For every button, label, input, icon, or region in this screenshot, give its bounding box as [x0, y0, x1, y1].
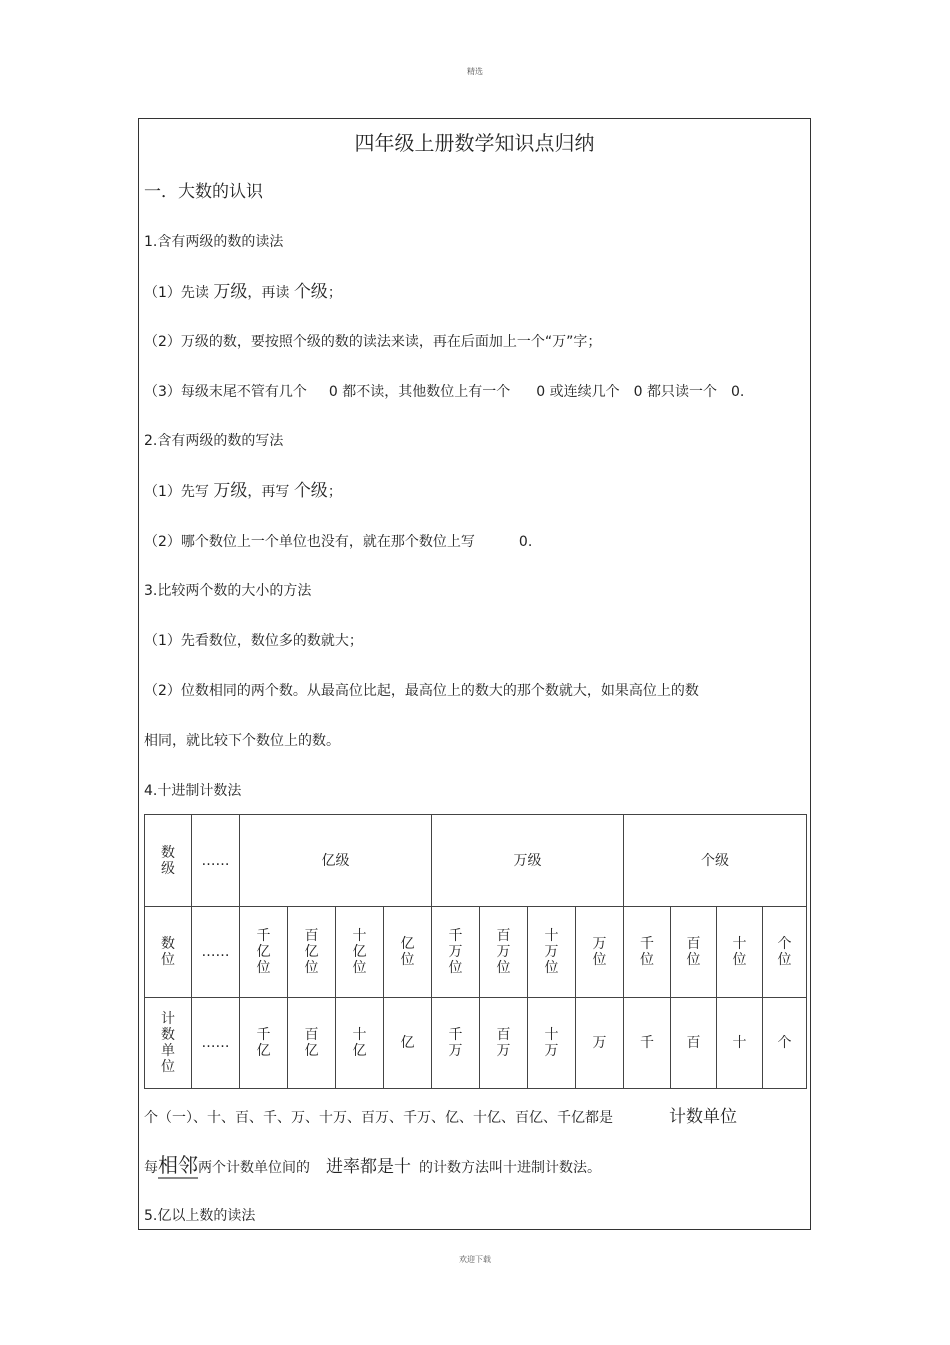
keyword-rate-ten: 进率都是十 [326, 1157, 411, 1177]
s3-item-2-cont: 相同，就比较下个数位上的数。 [144, 733, 340, 749]
subheading-4: 4.十进制计数法 [144, 783, 242, 799]
s3-item-1: （1）先看数位，数位多的数就大； [144, 633, 363, 649]
keyword-wanji: 万级 [213, 282, 248, 302]
place-cell: 十万位 [528, 907, 576, 998]
level-yi: 亿级 [240, 815, 432, 907]
place-cell: 亿位 [384, 907, 432, 998]
page-footer: 欢迎下载 [459, 1255, 491, 1264]
place-cell: 十位 [717, 907, 763, 998]
text: ，再写 [247, 484, 294, 500]
ellipsis-cell: …… [192, 907, 240, 998]
text: ； [327, 484, 342, 500]
unit-cell: 千亿 [240, 998, 288, 1089]
text: （2）哪个数位上一个单位也没有，就在那个数位上写 [144, 534, 475, 550]
s2-item-1 [144, 482, 342, 501]
unit-cell: 万 [576, 998, 624, 1089]
row-label: 数位 [145, 907, 192, 998]
keyword-adjacent: 相邻 [158, 1153, 198, 1177]
place-cell: 千万位 [432, 907, 480, 998]
text: 0 都不读，其他数位上有一个 [328, 384, 511, 400]
keyword-wanji: 万级 [213, 481, 248, 501]
text: 的计数方法叫十进制计数法。 [419, 1160, 601, 1176]
text: ； [327, 285, 342, 301]
text: 0 或连续几个 [536, 384, 620, 400]
place-cell: 百亿位 [288, 907, 336, 998]
subheading-1: 1.含有两级的数的读法 [144, 234, 284, 250]
s3-item-2: （2）位数相同的两个数。从最高位比起，最高位上的数大的那个数就大，如果高位上的数 [144, 683, 699, 699]
s1-item-1 [144, 283, 342, 302]
table-row-levels [145, 815, 807, 907]
page-title: 四年级上册数学知识点归纳 [354, 131, 595, 155]
subheading-3: 3.比较两个数的大小的方法 [144, 583, 312, 599]
place-cell: 百万位 [480, 907, 528, 998]
level-ge: 个级 [624, 815, 807, 907]
row-label: 计数单位 [145, 998, 192, 1089]
unit-cell: 十万 [528, 998, 576, 1089]
page-header: 精选 [467, 67, 483, 76]
table-row-places [145, 907, 807, 998]
s4-note-2 [144, 1153, 601, 1177]
unit-cell: 十 [717, 998, 763, 1089]
unit-cell: 十亿 [336, 998, 384, 1089]
decimal-system-table [144, 814, 807, 1089]
keyword-counting-unit: 计数单位 [669, 1107, 737, 1127]
unit-cell: 百 [671, 998, 717, 1089]
text: （3）每级末尾不管有几个 [144, 384, 307, 400]
place-cell: 千位 [624, 907, 671, 998]
place-cell: 百位 [671, 907, 717, 998]
section-heading-1: 一．大数的认识 [144, 182, 263, 202]
s2-item-2 [144, 533, 532, 551]
text: 个（一）、十、百、千、万、十万、百万、千万、亿、十亿、百亿、千亿都是 [144, 1110, 613, 1126]
unit-cell: 亿 [384, 998, 432, 1089]
s1-item-3 [144, 383, 744, 401]
text: 0 都只读一个 [633, 384, 717, 400]
subheading-5: 5.亿以上数的读法 [144, 1208, 256, 1224]
ellipsis-cell: …… [192, 998, 240, 1089]
subheading-2: 2.含有两级的数的写法 [144, 433, 284, 449]
unit-cell: 千万 [432, 998, 480, 1089]
text: 0. [731, 384, 745, 400]
text: 每 [144, 1160, 158, 1176]
text: （1）先写 [144, 484, 214, 500]
level-wan: 万级 [432, 815, 624, 907]
ellipsis-cell: …… [192, 815, 240, 907]
table-row-units [145, 998, 807, 1089]
unit-cell: 个 [763, 998, 807, 1089]
s4-note-1 [144, 1108, 737, 1127]
place-cell: 十亿位 [336, 907, 384, 998]
place-cell: 个位 [763, 907, 807, 998]
unit-cell: 百万 [480, 998, 528, 1089]
unit-cell: 千 [624, 998, 671, 1089]
unit-cell: 百亿 [288, 998, 336, 1089]
keyword-geji: 个级 [293, 481, 328, 501]
row-label: 数级 [145, 815, 192, 907]
place-cell: 万位 [576, 907, 624, 998]
place-cell: 千亿位 [240, 907, 288, 998]
s1-item-2: （2）万级的数，要按照个级的数的读法来读，再在后面加上一个“万”字； [144, 334, 602, 350]
text: （1）先读 [144, 285, 214, 301]
text: 0. [518, 534, 533, 550]
keyword-geji: 个级 [293, 282, 328, 302]
text: ，再读 [247, 285, 294, 301]
text: 两个计数单位间的 [198, 1160, 310, 1176]
